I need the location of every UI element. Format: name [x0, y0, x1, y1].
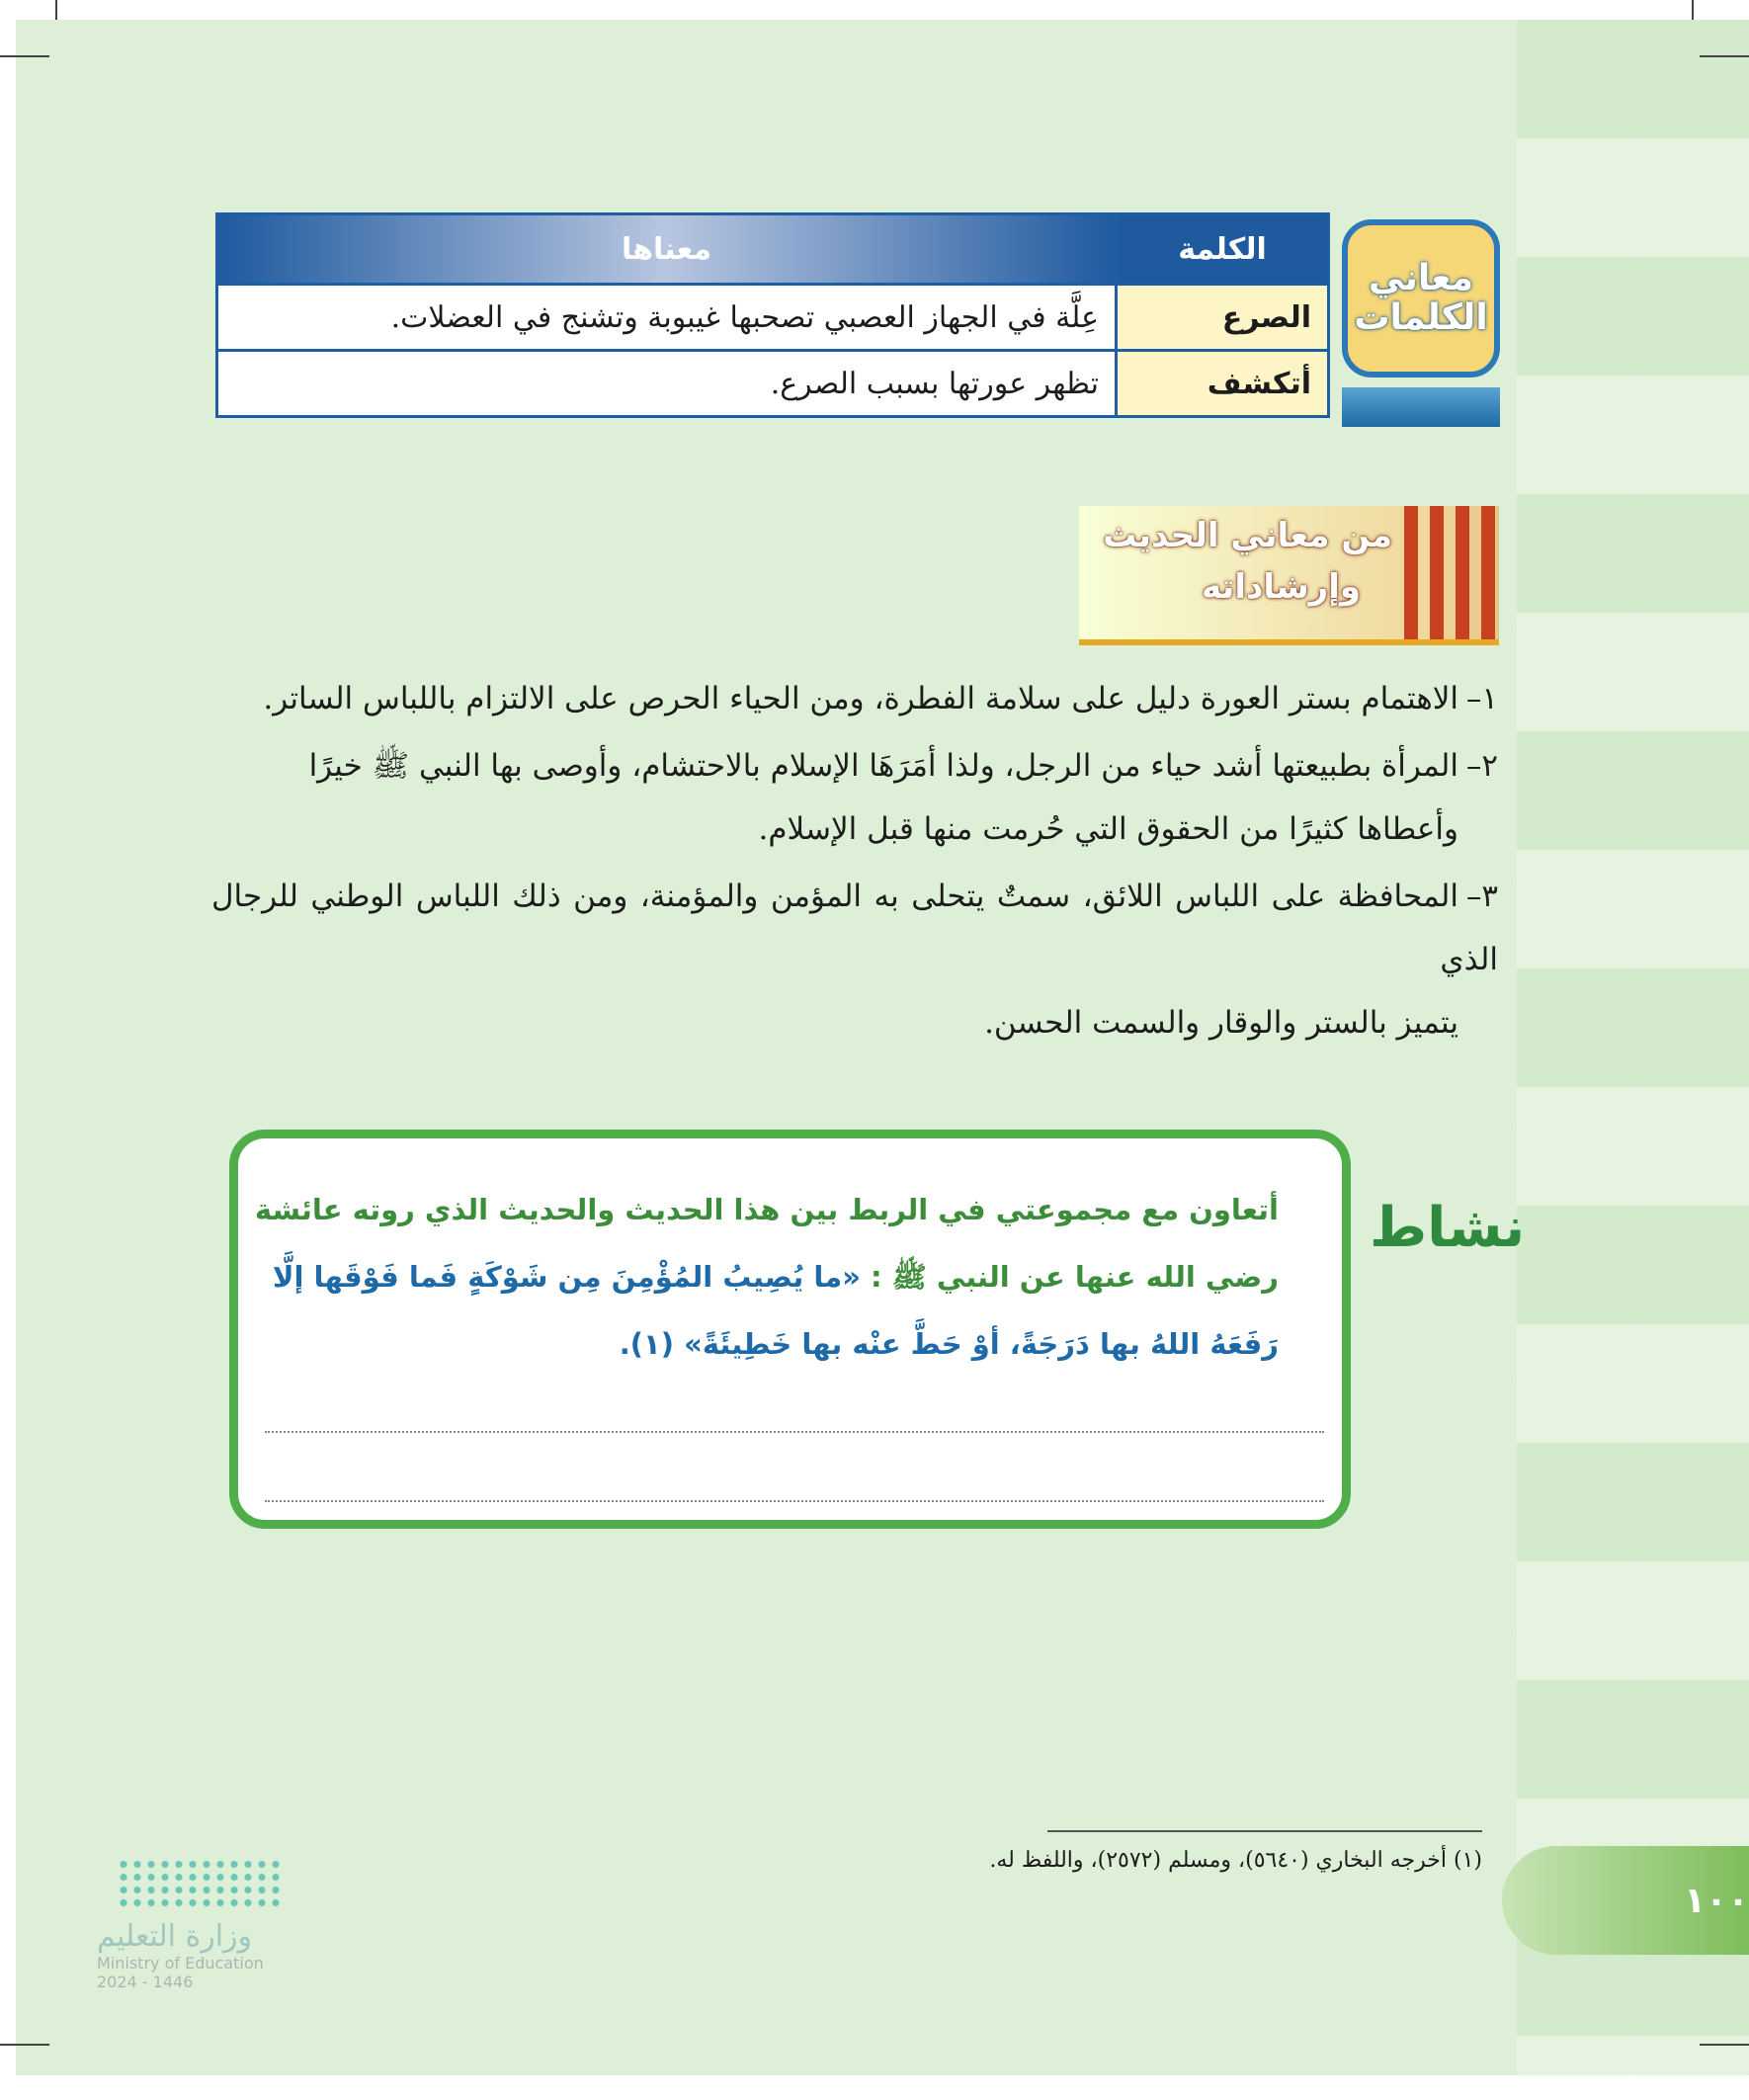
footnote: (١) أخرجه البخاري (٥٦٤٠)، ومسلم (٢٥٧٢)، واللفظ له. [989, 1848, 1482, 1873]
crop-mark [0, 2044, 49, 2046]
point-text: المحافظة على اللباس اللائق، سمتٌ يتحلى به المؤمن والمؤمنة، ومن ذلك اللباس الوطني للرجال الذي [211, 879, 1498, 977]
crop-mark [1692, 0, 1694, 20]
ministry-name-ar: وزارة التعليم [97, 1919, 253, 1954]
list-item [211, 667, 1498, 730]
hadith-points-list [211, 667, 1498, 1058]
crop-mark [1700, 2044, 1749, 2046]
point-number: ٢– [1465, 748, 1498, 784]
point-continuation: وأعطاها كثيرًا من الحقوق التي حُرمت منها قبل الإسلام. [758, 811, 1458, 847]
word-cell: أتكشف [1117, 351, 1329, 417]
hadith-meanings-heading [1079, 506, 1499, 645]
quote-reference: (١). [619, 1327, 674, 1361]
activity-text [245, 1176, 1279, 1378]
table-row [217, 285, 1329, 351]
ministry-name-en: Ministry of Education [97, 1954, 264, 1973]
crop-mark [55, 0, 57, 20]
ornament-strip [1517, 20, 1749, 2075]
table-header-row [217, 214, 1329, 285]
page-number-tab [1502, 1846, 1749, 1955]
heading-ornament [1404, 506, 1499, 639]
footnote-rule [1047, 1830, 1482, 1832]
heading-line-1: من معاني الحديث [1103, 516, 1392, 555]
heading-line-2: وإرشاداته [1201, 567, 1361, 607]
table-row [217, 351, 1329, 417]
page-number: ١٠٠ [1684, 1880, 1749, 1921]
word-meanings-badge [1342, 219, 1500, 378]
answer-line-1[interactable] [265, 1431, 1324, 1433]
crop-mark [0, 55, 49, 57]
ministry-logo [97, 1858, 285, 1991]
header-word: الكلمة [1117, 214, 1329, 285]
crop-mark [1700, 55, 1749, 57]
meaning-cell: تظهر عورتها بسبب الصرع. [217, 351, 1117, 417]
badge-bar [1342, 387, 1500, 427]
list-item [211, 734, 1498, 861]
activity-intro: أتعاون مع مجموعتي في الربط بين هذا الحديث والحديث الذي روته عائشة رضي الله عنها عن النبي ﷺ : [254, 1193, 1279, 1294]
badge-line-1: معاني [1368, 258, 1474, 299]
vocabulary-table [215, 212, 1330, 418]
badge-line-2: الكلمات [1354, 297, 1488, 338]
point-text: المرأة بطبيعتها أشد حياء من الرجل، ولذا أمَرَهَا الإسلام بالاحتشام، وأوصى بها النبي ﷺ خيرًا [308, 748, 1458, 784]
point-number: ٣– [1465, 879, 1498, 914]
header-meaning: معناها [217, 214, 1117, 285]
activity-label: نشاط [1370, 1196, 1526, 1260]
ministry-year: 2024 - 1446 [97, 1973, 194, 1991]
answer-line-2[interactable] [265, 1500, 1324, 1502]
point-number: ١– [1465, 681, 1498, 716]
hadith-quote: «ما يُصِيبُ المُؤْمِنَ مِن شَوْكَةٍ فَما فَوْقَها إلَّا رَفَعَهُ اللهُ بها دَرَجَةً، أوْ حَطَّ عنْه بها خَطِيئَةً» [272, 1260, 1279, 1361]
meaning-cell: عِلَّة في الجهاز العصبي تصحبها غيبوبة وتشنج في العضلات. [217, 285, 1117, 351]
point-text: الاهتمام بستر العورة دليل على سلامة الفطرة، ومن الحياء الحرص على الالتزام باللباس الساتر. [263, 681, 1458, 716]
list-item [211, 865, 1498, 1054]
logo-dots-icon [117, 1858, 285, 1909]
word-cell: الصرع [1117, 285, 1329, 351]
point-continuation: يتميز بالستر والوقار والسمت الحسن. [984, 1005, 1458, 1041]
